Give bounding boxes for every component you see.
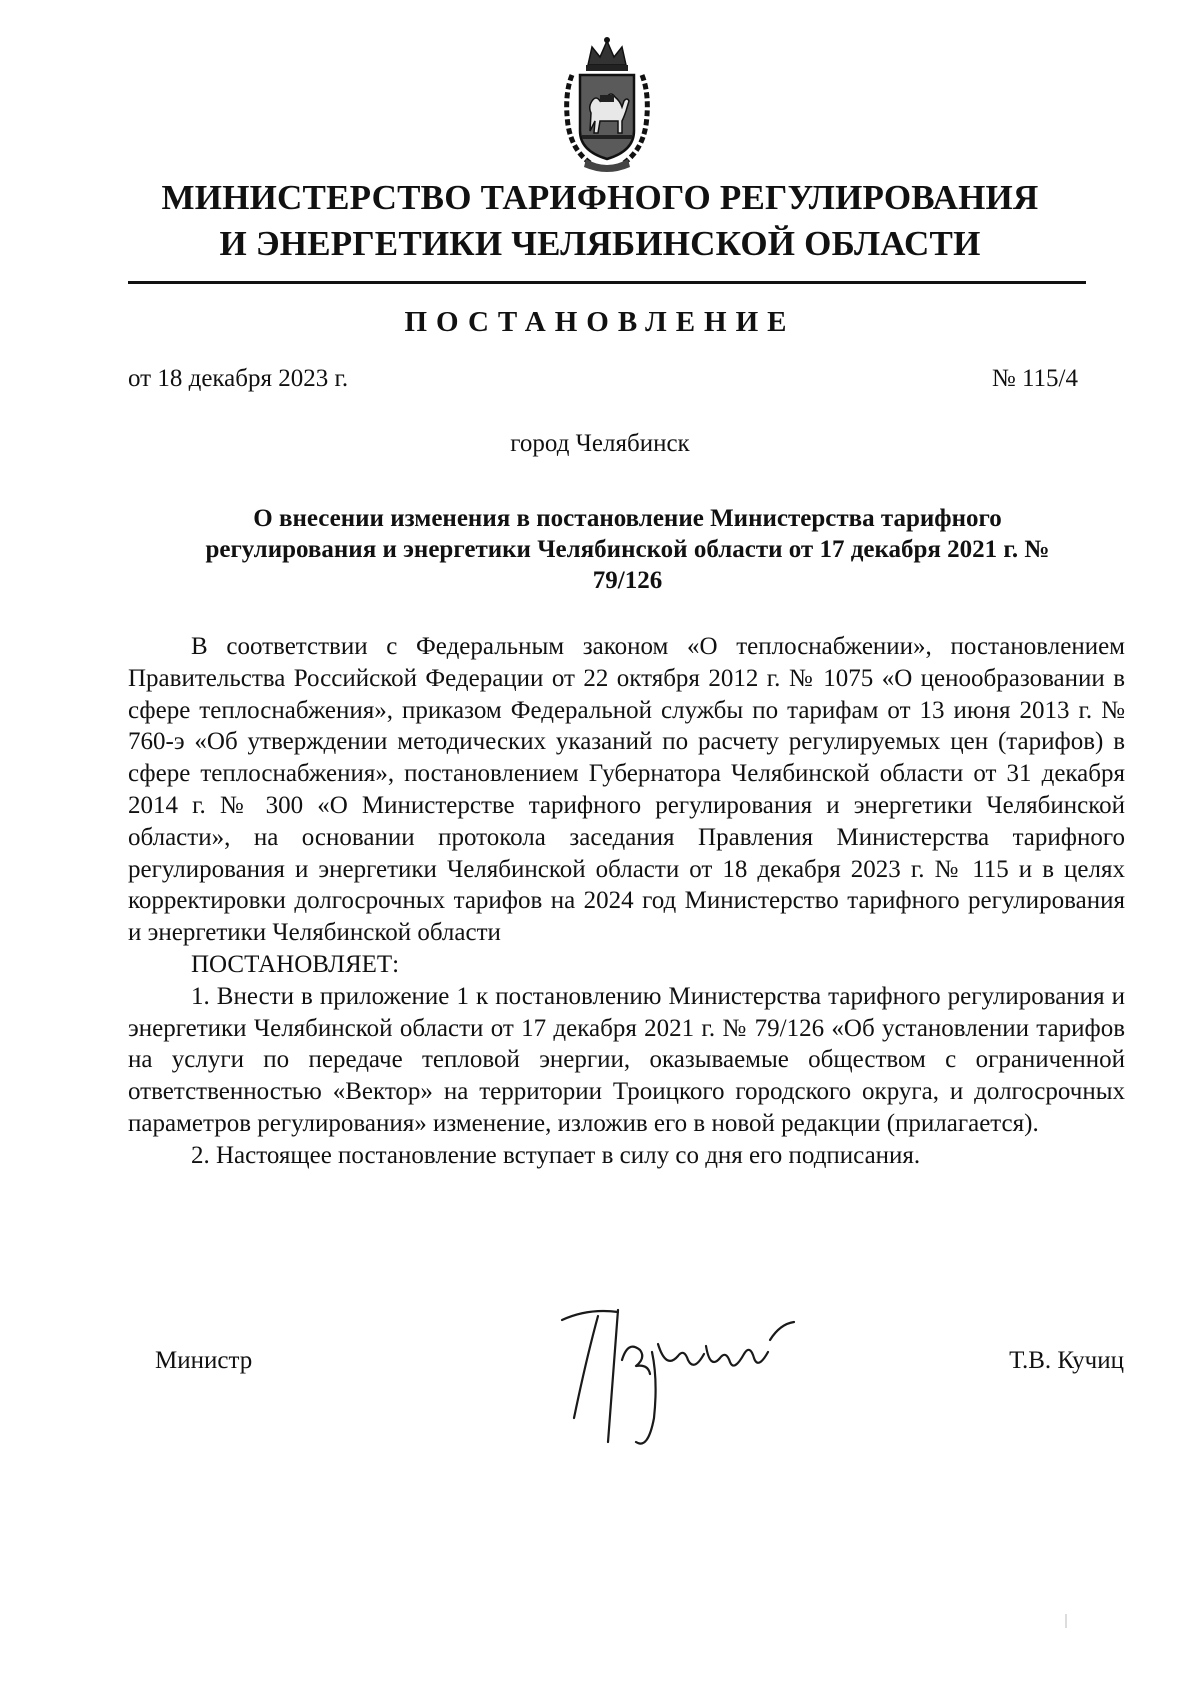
document-type-title: ПОСТАНОВЛЕНИЕ xyxy=(404,306,796,338)
signatory-role: Министр xyxy=(155,1347,253,1374)
document-subject: О внесении изменения в постановление Министерства тарифного регулирования и энергетики Челябинской области от 17 декабря 2021 г. № 79/126 xyxy=(205,505,1050,594)
ministry-title-line-2: И ЭНЕРГЕТИКИ ЧЕЛЯБИНСКОЙ ОБЛАСТИ xyxy=(219,224,981,263)
resolution-item-2: 2. Настоящее постановление вступает в силу со дня его подписания. xyxy=(191,1141,921,1169)
document-number: № 115/4 xyxy=(991,365,1078,392)
preamble-paragraph: В соответствии с Федеральным законом «О теплоснабжении», постановлением Правительства Российской Федерации от 22 октября 2012 г. № 1075 «О ценообразовании в сфере теплоснабжения», приказом Федеральной службы по тарифам от 13 июня 2013 г. № 760-э «Об утверждении методических указаний по расчету регулируемых цен (тарифов) в сфере теплоснабжения», постановлением Губернатора Челябинской области от 31 декабря 2014 г. № 300 «О Министерстве тарифного регулирования и энергетики Челябинской области», на основании протокола заседания Правления Министерства тарифного регулирования и энергетики Челябинской области от 18 декабря 2023 г. № 115 и в целях корректировки долгосрочных тарифов на 2024 год Министерство тарифного регулирования и энергетики Челябинской области xyxy=(128,633,1125,947)
scan-speck xyxy=(1064,1614,1068,1628)
coat-of-arms-emblem xyxy=(560,35,654,175)
handwritten-signature xyxy=(548,1300,828,1460)
document-date: от 18 декабря 2023 г. xyxy=(128,365,349,392)
document-body xyxy=(128,631,1125,1172)
resolution-item-1: 1. Внести в приложение 1 к постановлению Министерства тарифного регулирования и энергетики Челябинской области от 17 декабря 2021 г. № 79/126 «Об установлении тарифов на услуги по передаче тепловой энергии, оказываемые обществом с ограниченной ответственностью «Вектор» на территории Троицкого городского округа, и долгосрочных параметров регулирования» изменение, изложив его в новой редакции (прилагается). xyxy=(128,982,1125,1137)
signatory-name: Т.В. Кучиц xyxy=(1009,1347,1124,1374)
document-city: город Челябинск xyxy=(510,430,690,457)
resolves-heading: ПОСТАНОВЛЯЕТ: xyxy=(191,950,400,978)
header-divider xyxy=(128,281,1086,284)
ministry-title-line-1: МИНИСТЕРСТВО ТАРИФНОГО РЕГУЛИРОВАНИЯ xyxy=(161,178,1039,217)
